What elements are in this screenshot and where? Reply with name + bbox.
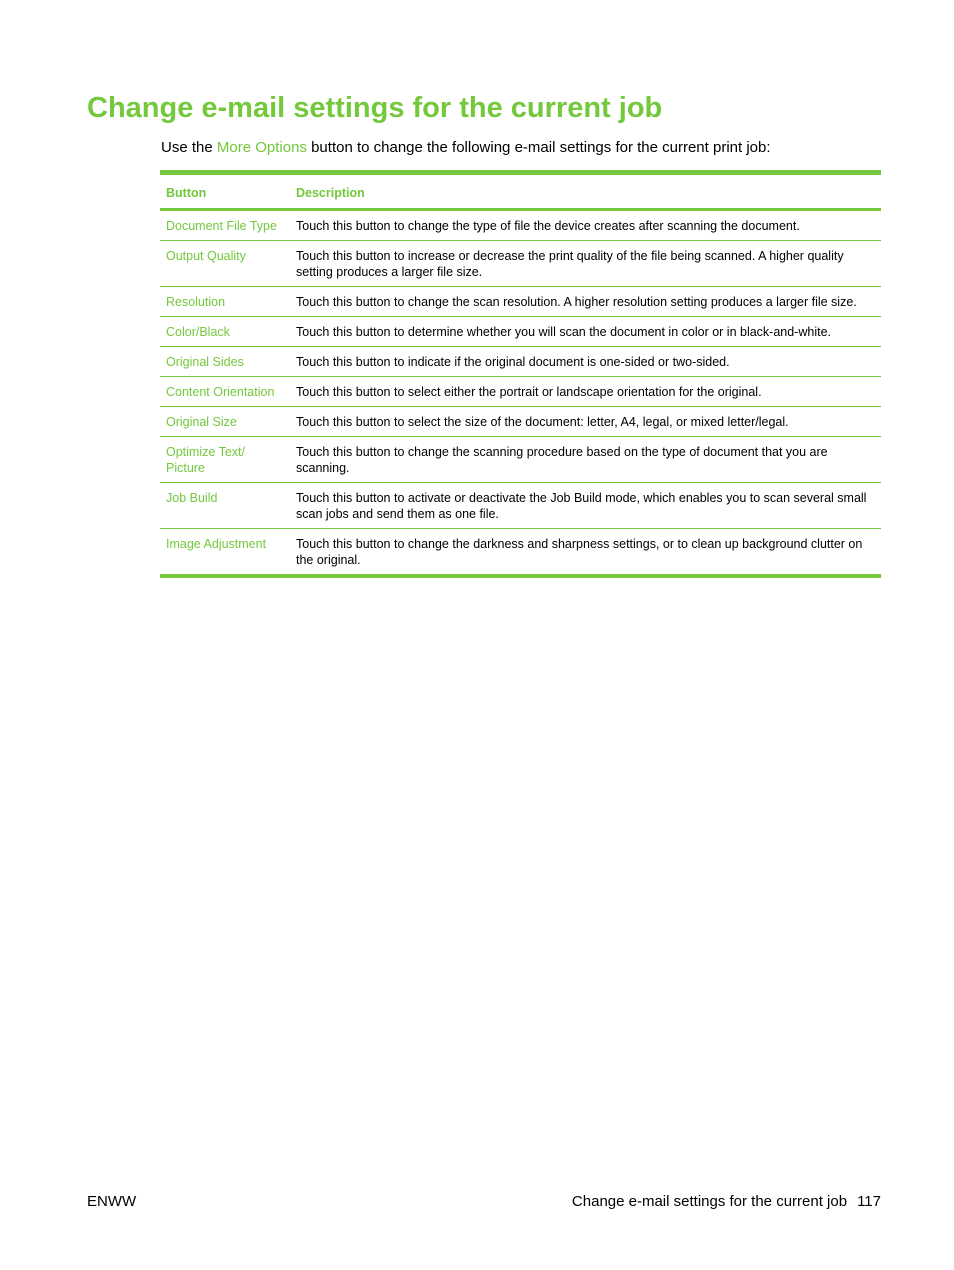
button-name-cell: Output Quality	[160, 241, 290, 287]
table-row	[160, 407, 881, 437]
button-name-cell: Resolution	[160, 287, 290, 317]
description-cell: Touch this button to change the scanning procedure based on the type of document that you are scanning.	[290, 437, 881, 483]
description-cell: Touch this button to select the size of the document: letter, A4, legal, or mixed letter/legal.	[290, 407, 881, 437]
footer-right	[572, 1193, 881, 1210]
column-header-description: Description	[290, 173, 881, 210]
table-row	[160, 317, 881, 347]
footer-section-title: Change e-mail settings for the current job	[571, 1193, 848, 1210]
button-name-cell: Color/Black	[160, 317, 290, 347]
button-name-cell: Image Adjustment	[160, 529, 290, 577]
button-name-cell: Content Orientation	[160, 377, 290, 407]
table-row	[160, 241, 881, 287]
page-number: 117	[857, 1193, 881, 1210]
description-cell: Touch this button to select either the portrait or landscape orientation for the original.	[290, 377, 881, 407]
intro-text-after: button to change the following e-mail settings for the current print job:	[306, 139, 771, 156]
button-name-cell: Document File Type	[166, 219, 277, 233]
email-settings-table	[160, 170, 881, 578]
column-header-button: Button	[160, 173, 290, 210]
button-name-cell: Job Build	[160, 483, 290, 529]
table-row	[160, 210, 881, 241]
table-row	[160, 287, 881, 317]
button-name-cell: Optimize Text/ Picture	[160, 437, 290, 483]
table-header-row	[160, 173, 881, 210]
button-name-cell: Original Sides	[160, 347, 290, 377]
intro-paragraph	[161, 139, 771, 156]
table-row	[160, 483, 881, 529]
description-cell: Touch this button to change the scan resolution. A higher resolution setting produces a larger file size.	[290, 287, 881, 317]
description-cell: Touch this button to change the darkness and sharpness settings, or to clean up background clutter on the original.	[290, 529, 881, 577]
description-cell: Touch this button to increase or decrease the print quality of the file being scanned. A higher quality setting produces a larger file size.	[290, 241, 881, 287]
page-title: Change e-mail settings for the current job	[87, 92, 663, 124]
button-name-cell: Original Size	[160, 407, 290, 437]
table-row	[160, 529, 881, 577]
description-cell: Touch this button to determine whether you will scan the document in color or in black-and-white.	[290, 317, 881, 347]
table-row	[160, 377, 881, 407]
description-cell: Touch this button to change the type of file the device creates after scanning the document.	[296, 219, 800, 233]
footer-left-label: ENWW	[87, 1193, 137, 1210]
description-cell: Touch this button to activate or deactivate the Job Build mode, which enables you to scan several small scan jobs and send them as one file.	[290, 483, 881, 529]
intro-text-before: Use the	[161, 139, 217, 156]
table-row	[160, 347, 881, 377]
table-row	[160, 437, 881, 483]
description-cell: Touch this button to indicate if the original document is one-sided or two-sided.	[290, 347, 881, 377]
more-options-link: More Options	[216, 139, 307, 156]
